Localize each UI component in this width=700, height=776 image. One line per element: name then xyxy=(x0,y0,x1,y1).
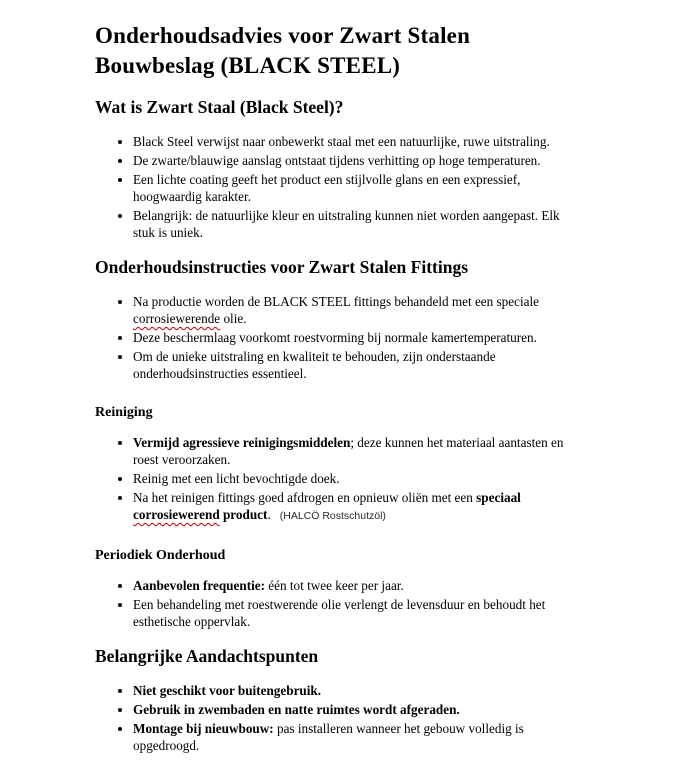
list-item xyxy=(133,596,570,630)
bullet-text-bold: Vermijd agressieve reinigingsmiddelen xyxy=(133,435,351,450)
list-item xyxy=(133,293,570,327)
document-title: Onderhoudsadvies voor Zwart Stalen Bouwbeslag (BLACK STEEL) xyxy=(95,23,471,78)
section-heading-belangrijke-aandachtspunten: Belangrijke Aandachtspunten xyxy=(95,646,319,666)
bullet-text-bold: speciaal xyxy=(476,490,521,505)
bullet-list-reiniging xyxy=(95,434,570,525)
bullet-text: olie. xyxy=(220,311,247,326)
bullet-text: Deze beschermlaag voorkomt roestvorming bij normale kamertemperaturen. xyxy=(133,330,537,345)
product-note: (HALCÖ Rostschutzöl) xyxy=(279,510,386,522)
bullet-text: Een behandeling met roestwerende olie verlengt de levensduur en behoudt het esthetische oppervlak. xyxy=(133,597,546,629)
list-item xyxy=(133,152,570,169)
bullet-text-bold: product xyxy=(219,507,268,522)
misspelled-word: corrosiewerende xyxy=(133,311,221,326)
bullet-list-wat-is-zwart-staal xyxy=(95,133,570,241)
list-item xyxy=(133,171,570,205)
list-item xyxy=(133,682,570,699)
list-item xyxy=(133,434,570,468)
bullet-list-onderhoudsinstructies xyxy=(95,293,570,382)
bullet-text: . xyxy=(267,507,271,522)
section-heading-onderhoudsinstructies: Onderhoudsinstructies voor Zwart Stalen Fittings xyxy=(95,257,469,277)
bullet-text: Na productie worden de BLACK STEEL fittings behandeld met een speciale xyxy=(133,294,540,309)
bullet-list-belangrijke-aandachtspunten xyxy=(95,682,570,754)
bullet-text: Belangrijk: de natuurlijke kleur en uitstraling kunnen niet worden aangepast. Elk stuk is uniek. xyxy=(133,208,560,240)
subsection-heading-reiniging: Reiniging xyxy=(95,405,153,420)
misspelled-word: corrosiewerend xyxy=(133,507,220,522)
section-heading-wat-is-zwart-staal: Wat is Zwart Staal (Black Steel)? xyxy=(95,97,344,117)
bullet-text-bold: Montage bij nieuwbouw: xyxy=(133,721,274,736)
bullet-text: De zwarte/blauwige aanslag ontstaat tijdens verhitting op hoge temperaturen. xyxy=(133,153,541,168)
bullet-text: ; deze kunnen het materiaal aantasten en roest veroorzaken. xyxy=(133,435,564,467)
bullet-text: Om de unieke uitstraling en kwaliteit te behouden, zijn onderstaande onderhoudsinstructies essentieel. xyxy=(133,349,496,381)
bullet-text-bold: Niet geschikt voor buitengebruik. xyxy=(133,683,322,698)
list-item xyxy=(133,133,570,150)
list-item xyxy=(133,470,570,487)
bullet-text: Black Steel verwijst naar onbewerkt staal met een natuurlijke, ruwe uitstraling. xyxy=(133,134,550,149)
list-item xyxy=(133,348,570,382)
list-item xyxy=(133,701,570,718)
bullet-text: Een lichte coating geeft het product een stijlvolle glans en een expressief, hoogwaardig karakter. xyxy=(133,172,521,204)
subsection-heading-periodiek-onderhoud: Periodiek Onderhoud xyxy=(95,548,226,563)
bullet-text: één tot twee keer per jaar. xyxy=(265,578,404,593)
bullet-text-bold: Gebruik in zwembaden en natte ruimtes wordt afgeraden. xyxy=(133,702,460,717)
bullet-text: Na het reinigen fittings goed afdrogen en opnieuw oliën met een xyxy=(133,490,477,505)
document-content xyxy=(95,21,570,754)
list-item xyxy=(133,207,570,241)
list-item xyxy=(133,489,570,525)
bullet-text: pas installeren wanneer het gebouw volledig is opgedroogd. xyxy=(133,721,524,753)
list-item xyxy=(133,577,570,594)
list-item xyxy=(133,329,570,346)
bullet-text: Reinig met een licht bevochtigde doek. xyxy=(133,471,340,486)
list-item xyxy=(133,720,570,754)
bullet-list-periodiek-onderhoud xyxy=(95,577,570,630)
bullet-text-bold: Aanbevolen frequentie: xyxy=(133,578,265,593)
